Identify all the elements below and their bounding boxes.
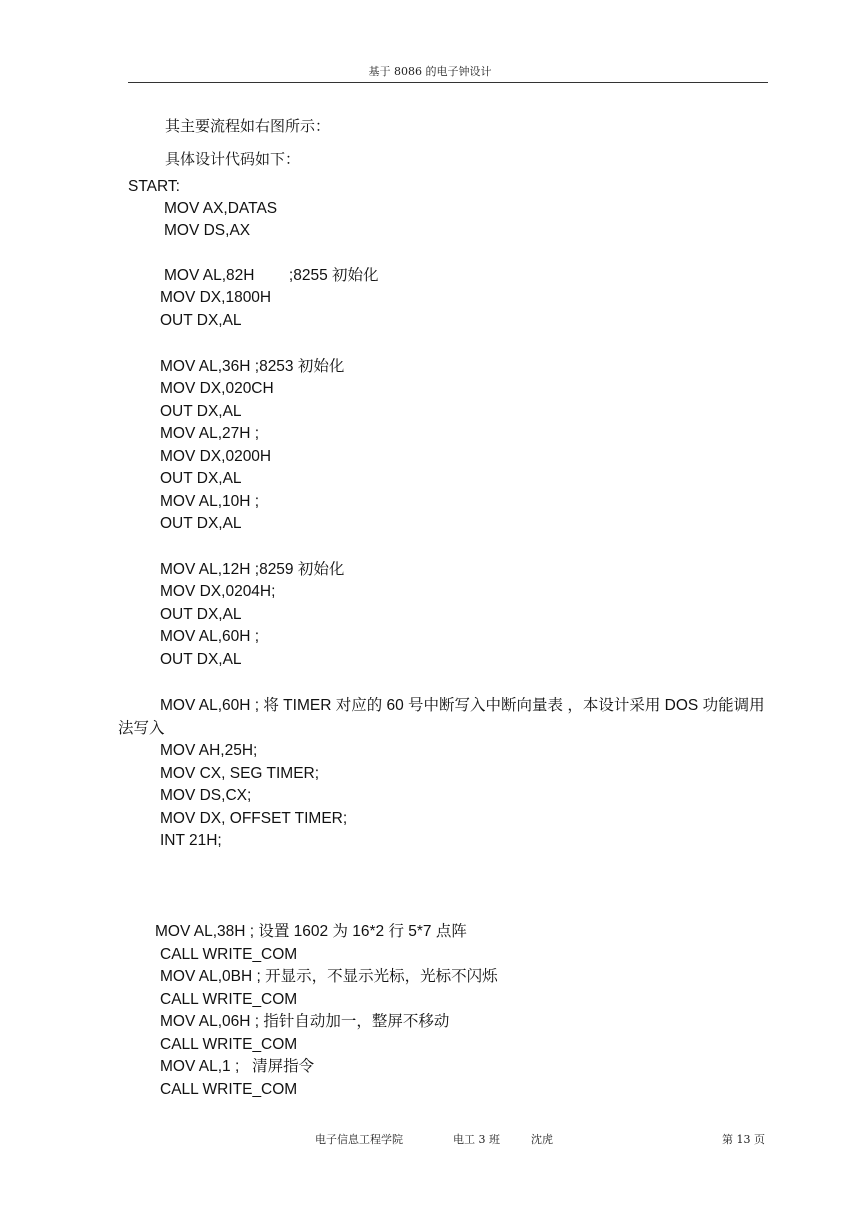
code-line: MOV AL,27H ;: [160, 425, 260, 442]
code-line: MOV AL,36H ;8253 初始化: [160, 358, 345, 375]
page-header: 基于 8086 的电子钟设计: [368, 65, 492, 78]
code-line: CALL WRITE_COM: [160, 946, 298, 963]
intro-line: 具体设计代码如下：: [165, 150, 301, 168]
intro-line: 其主要流程如右图所示：: [165, 117, 331, 135]
code-line: OUT DX,AL: [160, 403, 242, 420]
code-line: CALL WRITE_COM: [160, 1036, 298, 1053]
code-line: MOV AL,1 ; 清屏指令: [160, 1058, 315, 1075]
code-line: MOV DX, OFFSET TIMER;: [160, 810, 348, 827]
code-line: MOV AL,10H ;: [160, 493, 260, 510]
code-line: MOV DX,020CH: [160, 380, 274, 397]
code-line: MOV AL,38H ; 设置 1602 为 16*2 行 5*7 点阵: [155, 923, 467, 940]
code-line: MOV DS,AX: [164, 222, 251, 239]
code-line: MOV AL,82H ;8255 初始化: [164, 267, 379, 284]
code-line: CALL WRITE_COM: [160, 1081, 298, 1098]
code-line: MOV AL,0BH ; 开显示，不显示光标，光标不闪烁: [160, 968, 498, 985]
code-line: MOV DS,CX;: [160, 787, 252, 804]
code-line: MOV AL,06H ; 指针自动加一，整屏不移动: [160, 1013, 450, 1030]
code-line: INT 21H;: [160, 832, 222, 849]
code-line: MOV AH,25H;: [160, 742, 258, 759]
code-line: START:: [128, 178, 180, 195]
code-line: MOV AL,12H ;8259 初始化: [160, 561, 345, 578]
code-line: CALL WRITE_COM: [160, 991, 298, 1008]
code-line: MOV AL,60H ; 将 TIMER 对应的 60 号中断写入中断向量表 ，本设计采用 DOS 功能调用: [160, 697, 765, 714]
code-line: OUT DX,AL: [160, 515, 242, 532]
code-line: MOV DX,0204H;: [160, 583, 276, 600]
header-rule: [128, 82, 768, 83]
footer-page-number: 第 13 页: [722, 1133, 765, 1146]
code-line: MOV AX,DATAS: [164, 200, 278, 217]
code-line: OUT DX,AL: [160, 651, 242, 668]
code-line: MOV CX, SEG TIMER;: [160, 765, 320, 782]
code-line: MOV DX,1800H: [160, 289, 272, 306]
code-line: MOV DX,0200H: [160, 448, 272, 465]
footer-college: 电子信息工程学院: [315, 1133, 403, 1146]
code-line: OUT DX,AL: [160, 312, 242, 329]
code-line: OUT DX,AL: [160, 606, 242, 623]
code-line: MOV AL,60H ;: [160, 628, 260, 645]
code-line: OUT DX,AL: [160, 470, 242, 487]
footer-class: 电工 3 班: [453, 1133, 500, 1146]
code-line: 法写入: [118, 720, 165, 737]
footer-author: 沈虎: [531, 1133, 553, 1146]
